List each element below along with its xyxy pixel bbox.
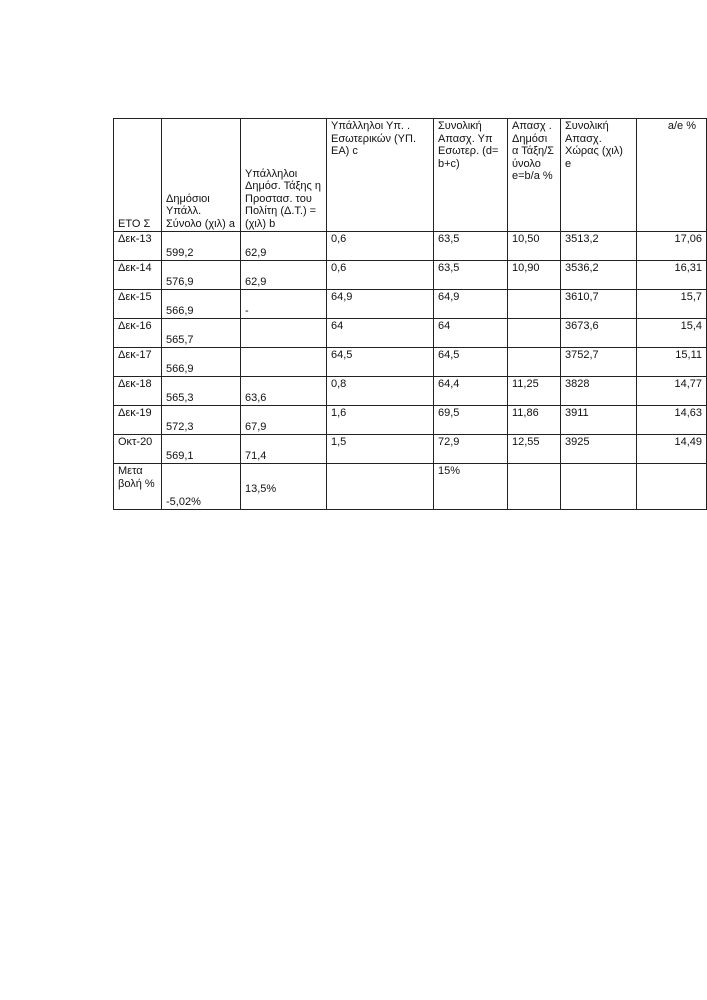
cell-a: 566,9 [162,348,241,377]
header-total-interior-employment: Συνολική Απασχ. Υπ Εσωτερ. (d= b+c) [434,119,508,232]
cell-d: 64,9 [434,290,508,319]
cell-b: 62,9 [241,232,327,261]
cell-ae: 15,4 [637,319,707,348]
cell-e: 3536,2 [561,261,637,290]
cell-ae: 14,49 [637,435,707,464]
cell-e: 3513,2 [561,232,637,261]
change-c [327,464,434,510]
header-public-employees-total: Δημόσιοι Υπάλλ. Σύνολο (χιλ) a [162,119,241,232]
cell-ratio: 10,90 [508,261,561,290]
header-public-order-employees: Υπάλληλοι Δημόσ. Τάξης η Προστασ. του Πολίτη (Δ.Τ.) = (χιλ) b [241,119,327,232]
header-public-order-ratio: Απασχ . Δημόσι α Τάξη/Σ ύνολο e=b/a % [508,119,561,232]
cell-ae: 14,63 [637,406,707,435]
header-year: ΕΤΟ Σ [114,119,162,232]
cell-c: 0,8 [327,377,434,406]
cell-b: 71,4 [241,435,327,464]
cell-ratio: 11,86 [508,406,561,435]
cell-a: 566,9 [162,290,241,319]
cell-ratio [508,290,561,319]
cell-ratio: 11,25 [508,377,561,406]
cell-d: 72,9 [434,435,508,464]
year-cell: Δεκ-18 [114,377,162,406]
header-interior-ministry-employees: Υπάλληλοι Υπ. . Εσωτερικών (ΥΠ. ΕΑ) c [327,119,434,232]
change-e [561,464,637,510]
cell-b: 63,6 [241,377,327,406]
table-row [114,290,707,319]
cell-c: 0,6 [327,261,434,290]
table-row [114,377,707,406]
table-row [114,435,707,464]
change-b: 13,5% [241,464,327,510]
cell-c: 64,9 [327,290,434,319]
change-a: -5,02% [162,464,241,510]
change-label: Μετα βολή % [114,464,162,510]
cell-d: 64,5 [434,348,508,377]
cell-ratio: 10,50 [508,232,561,261]
cell-ae: 14,77 [637,377,707,406]
cell-d: 69,5 [434,406,508,435]
cell-c: 64,5 [327,348,434,377]
cell-d: 64,4 [434,377,508,406]
cell-d: 63,5 [434,232,508,261]
year-cell: Δεκ-17 [114,348,162,377]
cell-e: 3673,6 [561,319,637,348]
table-header-row [114,119,707,232]
year-cell: Δεκ-16 [114,319,162,348]
cell-a: 576,9 [162,261,241,290]
cell-ae: 17,06 [637,232,707,261]
cell-e: 3925 [561,435,637,464]
cell-c: 64 [327,319,434,348]
cell-ratio: 12,55 [508,435,561,464]
cell-a: 565,3 [162,377,241,406]
change-row [114,464,707,510]
year-cell: Οκτ-20 [114,435,162,464]
cell-ae: 16,31 [637,261,707,290]
cell-b [241,319,327,348]
cell-e: 3828 [561,377,637,406]
table-row [114,232,707,261]
cell-b [241,348,327,377]
header-a-over-e: a/e % [637,119,707,232]
cell-c: 0,6 [327,232,434,261]
employment-table [113,118,707,510]
cell-d: 64 [434,319,508,348]
change-ae [637,464,707,510]
cell-e: 3911 [561,406,637,435]
cell-b: 67,9 [241,406,327,435]
year-cell: Δεκ-14 [114,261,162,290]
cell-a: 599,2 [162,232,241,261]
cell-b: - [241,290,327,319]
cell-e: 3752,7 [561,348,637,377]
table-row [114,406,707,435]
year-cell: Δεκ-15 [114,290,162,319]
cell-a: 572,3 [162,406,241,435]
cell-ae: 15,7 [637,290,707,319]
cell-b: 62,9 [241,261,327,290]
cell-ratio [508,319,561,348]
year-cell: Δεκ-19 [114,406,162,435]
cell-ae: 15,11 [637,348,707,377]
cell-c: 1,5 [327,435,434,464]
table-row [114,348,707,377]
cell-d: 63,5 [434,261,508,290]
change-ratio [508,464,561,510]
table-row [114,261,707,290]
cell-a: 569,1 [162,435,241,464]
cell-c: 1,6 [327,406,434,435]
cell-ratio [508,348,561,377]
cell-e: 3610,7 [561,290,637,319]
cell-a: 565,7 [162,319,241,348]
year-cell: Δεκ-13 [114,232,162,261]
change-d: 15% [434,464,508,510]
table-row [114,319,707,348]
header-national-employment: Συνολική Απασχ. Χώρας (χιλ) e [561,119,637,232]
